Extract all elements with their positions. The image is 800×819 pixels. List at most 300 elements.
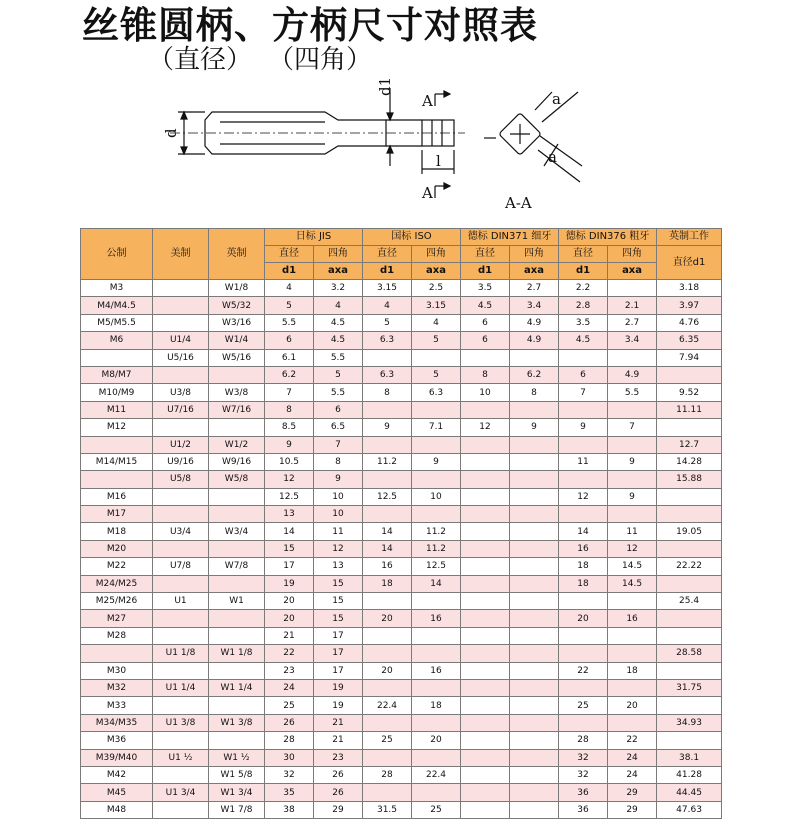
table-cell [510, 506, 559, 523]
table-cell: U5/8 [153, 471, 209, 488]
table-cell: 4 [265, 280, 314, 297]
table-cell: 3.18 [657, 280, 722, 297]
table-cell: 14.28 [657, 453, 722, 470]
table-cell: 3.2 [314, 280, 363, 297]
table-cell: 19 [314, 697, 363, 714]
table-cell [461, 506, 510, 523]
label-a-top: a [552, 90, 561, 108]
table-row [81, 488, 722, 505]
table-cell: 11 [314, 523, 363, 540]
table-cell [510, 593, 559, 610]
table-row [81, 801, 722, 818]
table-cell: W3/4 [209, 523, 265, 540]
table-cell: 22 [265, 645, 314, 662]
table-cell: 7 [314, 436, 363, 453]
table-row [81, 610, 722, 627]
size-comparison-table [80, 228, 722, 819]
table-cell: 26 [314, 766, 363, 783]
table-row [81, 540, 722, 557]
table-cell: 9.52 [657, 384, 722, 401]
table-cell [81, 645, 153, 662]
table-cell [412, 749, 461, 766]
table-cell: 4 [363, 297, 412, 314]
table-cell: 8 [510, 384, 559, 401]
table-cell: 3.97 [657, 297, 722, 314]
table-row [81, 366, 722, 383]
table-cell: 5 [412, 366, 461, 383]
table-cell [608, 349, 657, 366]
header-din371: 德标 DIN371 细牙 [461, 229, 559, 246]
table-cell: 14 [363, 523, 412, 540]
table-cell: 24 [265, 679, 314, 696]
table-cell: W1 [209, 593, 265, 610]
table-cell: 26 [265, 714, 314, 731]
table-cell [559, 471, 608, 488]
table-cell: 25 [363, 732, 412, 749]
table-cell: 9 [412, 453, 461, 470]
table-cell: 5.5 [608, 384, 657, 401]
table-cell: 47.63 [657, 801, 722, 818]
table-cell [510, 645, 559, 662]
table-cell: 25 [559, 697, 608, 714]
label-section-top: A [422, 92, 433, 110]
table-cell: 4.5 [314, 332, 363, 349]
table-cell [510, 697, 559, 714]
table-cell: M24/M25 [81, 575, 153, 592]
table-cell [209, 662, 265, 679]
table-row [81, 627, 722, 644]
label-section-bottom: A [422, 184, 433, 202]
table-cell [461, 523, 510, 540]
table-cell: W1 7/8 [209, 801, 265, 818]
table-cell [510, 471, 559, 488]
table-cell: 29 [314, 801, 363, 818]
table-cell: 28.58 [657, 645, 722, 662]
table-cell [461, 349, 510, 366]
table-cell: W9/16 [209, 453, 265, 470]
table-cell [608, 471, 657, 488]
table-cell: 11.2 [412, 523, 461, 540]
table-cell [657, 419, 722, 436]
header-diameter: 直径 [363, 246, 412, 263]
table-cell: 11.2 [412, 540, 461, 557]
table-row [81, 766, 722, 783]
table-cell [608, 506, 657, 523]
table-cell [153, 801, 209, 818]
header-diameter: 直径 [559, 246, 608, 263]
table-cell [608, 714, 657, 731]
table-cell: 20 [265, 593, 314, 610]
table-cell: U1/4 [153, 332, 209, 349]
table-cell: 16 [559, 540, 608, 557]
table-row [81, 575, 722, 592]
table-cell: 12 [461, 419, 510, 436]
table-cell: 16 [363, 558, 412, 575]
table-cell [363, 506, 412, 523]
table-cell [209, 506, 265, 523]
table-cell: 8 [363, 384, 412, 401]
table-cell [461, 488, 510, 505]
table-cell: 23 [314, 749, 363, 766]
table-cell: 44.45 [657, 784, 722, 801]
table-cell [412, 784, 461, 801]
table-cell: 19.05 [657, 523, 722, 540]
header-iso: 国标 ISO [363, 229, 461, 246]
table-cell [461, 593, 510, 610]
table-cell [461, 697, 510, 714]
table-cell: 4.9 [608, 366, 657, 383]
table-cell: M3 [81, 280, 153, 297]
table-cell [81, 471, 153, 488]
table-cell [559, 401, 608, 418]
table-cell: 10 [412, 488, 461, 505]
table-cell: 31.75 [657, 679, 722, 696]
table-row [81, 593, 722, 610]
table-cell: W7/8 [209, 558, 265, 575]
table-cell: 6.3 [363, 366, 412, 383]
table-cell [510, 575, 559, 592]
table-cell: 29 [608, 784, 657, 801]
table-cell: 17 [314, 645, 363, 662]
table-cell: 17 [314, 662, 363, 679]
table-cell: 19 [265, 575, 314, 592]
table-cell [461, 471, 510, 488]
table-cell: 6.2 [265, 366, 314, 383]
table-cell [510, 488, 559, 505]
table-row [81, 349, 722, 366]
subtitle-round: （直径） [148, 45, 253, 75]
table-cell: 36 [559, 801, 608, 818]
header-square: 四角 [608, 246, 657, 263]
table-cell [559, 593, 608, 610]
table-row [81, 314, 722, 331]
table-row [81, 384, 722, 401]
table-cell [412, 679, 461, 696]
table-row [81, 784, 722, 801]
table-cell: 3.15 [363, 280, 412, 297]
table-cell: 34.93 [657, 714, 722, 731]
table-cell: U5/16 [153, 349, 209, 366]
table-cell: U3/4 [153, 523, 209, 540]
table-row [81, 732, 722, 749]
table-cell [608, 280, 657, 297]
table-cell [363, 749, 412, 766]
table-cell: W3/16 [209, 314, 265, 331]
table-cell: 3.5 [461, 280, 510, 297]
table-cell [153, 488, 209, 505]
table-cell: 28 [559, 732, 608, 749]
table-cell [412, 593, 461, 610]
table-cell: 10 [314, 506, 363, 523]
table-row [81, 332, 722, 349]
table-cell [209, 575, 265, 592]
table-cell: 18 [559, 558, 608, 575]
table-row [81, 679, 722, 696]
table-cell [209, 610, 265, 627]
table-cell [363, 645, 412, 662]
table-cell [657, 697, 722, 714]
table-cell [412, 714, 461, 731]
table-cell: 6 [559, 366, 608, 383]
table-cell: 4.5 [559, 332, 608, 349]
table-cell [363, 714, 412, 731]
table-cell [559, 645, 608, 662]
table-cell: 10.5 [265, 453, 314, 470]
table-cell: W1 ½ [209, 749, 265, 766]
table-cell: M12 [81, 419, 153, 436]
table-cell: 12.5 [265, 488, 314, 505]
table-cell [461, 766, 510, 783]
table-cell: U1 [153, 593, 209, 610]
table-cell: 20 [363, 610, 412, 627]
table-row [81, 749, 722, 766]
table-body [81, 280, 722, 819]
table-cell [209, 627, 265, 644]
table-cell: 20 [608, 697, 657, 714]
table-cell: 35 [265, 784, 314, 801]
table-cell: U1/2 [153, 436, 209, 453]
header-metric: 公制 [81, 229, 153, 280]
table-cell: 7 [608, 419, 657, 436]
table-cell: W1 5/8 [209, 766, 265, 783]
table-cell: 3.15 [412, 297, 461, 314]
table-cell [153, 314, 209, 331]
table-cell [153, 732, 209, 749]
table-cell [461, 714, 510, 731]
table-cell: 8 [461, 366, 510, 383]
table-cell: 23 [265, 662, 314, 679]
table-cell [510, 732, 559, 749]
table-cell [510, 801, 559, 818]
table-cell: 11 [559, 453, 608, 470]
table-cell: U1 1/8 [153, 645, 209, 662]
table-cell [412, 471, 461, 488]
table-cell: M27 [81, 610, 153, 627]
table-row [81, 558, 722, 575]
table-cell [153, 662, 209, 679]
table-cell [510, 401, 559, 418]
table-cell [461, 540, 510, 557]
table-cell: 29 [608, 801, 657, 818]
table-cell: 25.4 [657, 593, 722, 610]
table-cell [363, 784, 412, 801]
table-cell: 15.88 [657, 471, 722, 488]
table-cell: M22 [81, 558, 153, 575]
table-cell: 22.4 [363, 697, 412, 714]
table-cell [153, 280, 209, 297]
table-cell: 15 [314, 610, 363, 627]
table-cell: 4 [412, 314, 461, 331]
table-cell: 4.9 [510, 332, 559, 349]
table-row [81, 401, 722, 418]
table-cell [153, 697, 209, 714]
table-row [81, 297, 722, 314]
table-cell [153, 297, 209, 314]
table-cell: 6.3 [363, 332, 412, 349]
table-cell: M30 [81, 662, 153, 679]
table-cell: 2.8 [559, 297, 608, 314]
header-diameter: 直径 [265, 246, 314, 263]
table-cell: 21 [314, 714, 363, 731]
header-square: 四角 [314, 246, 363, 263]
table-cell [461, 679, 510, 696]
table-cell [363, 401, 412, 418]
table-cell: 7.1 [412, 419, 461, 436]
table-cell: 20 [412, 732, 461, 749]
table-row [81, 697, 722, 714]
table-cell [510, 766, 559, 783]
table-cell: 5 [363, 314, 412, 331]
table-cell [461, 749, 510, 766]
header-axa: axa [510, 263, 559, 280]
table-cell: M8/M7 [81, 366, 153, 383]
table-cell: U7/16 [153, 401, 209, 418]
table-cell [657, 610, 722, 627]
table-cell: 2.2 [559, 280, 608, 297]
table-cell: 16 [608, 610, 657, 627]
subtitle-square: （四角） [268, 45, 373, 75]
header-imperial: 英制 [209, 229, 265, 280]
table-cell: M6 [81, 332, 153, 349]
table-cell: 10 [314, 488, 363, 505]
page-title: 丝锥圆柄、方柄尺寸对照表 [82, 4, 538, 47]
table-cell: U7/8 [153, 558, 209, 575]
table-cell [510, 349, 559, 366]
table-cell: 20 [265, 610, 314, 627]
table-cell: W5/16 [209, 349, 265, 366]
table-cell [153, 627, 209, 644]
table-cell [412, 436, 461, 453]
table-cell [363, 349, 412, 366]
table-cell: M45 [81, 784, 153, 801]
table-cell [153, 610, 209, 627]
table-cell: 9 [559, 419, 608, 436]
table-cell [153, 419, 209, 436]
table-cell: M16 [81, 488, 153, 505]
table-cell: 6.5 [314, 419, 363, 436]
table-cell: 28 [265, 732, 314, 749]
table-cell [510, 436, 559, 453]
table-cell: M42 [81, 766, 153, 783]
table-cell [209, 419, 265, 436]
table-cell [153, 575, 209, 592]
table-cell [559, 506, 608, 523]
table-cell: 2.1 [608, 297, 657, 314]
table-cell [363, 593, 412, 610]
header-d1: d1 [363, 263, 412, 280]
header-us: 美制 [153, 229, 209, 280]
table-cell: M48 [81, 801, 153, 818]
table-cell: 13 [265, 506, 314, 523]
table-cell [153, 540, 209, 557]
table-cell: 13 [314, 558, 363, 575]
table-cell [81, 349, 153, 366]
table-cell: 20 [559, 610, 608, 627]
table-cell: M17 [81, 506, 153, 523]
table-cell: 8 [265, 401, 314, 418]
header-din376: 德标 DIN376 粗牙 [559, 229, 657, 246]
table-cell: 12 [314, 540, 363, 557]
table-cell: 8 [314, 453, 363, 470]
table-cell: 12.7 [657, 436, 722, 453]
table-cell: 14 [265, 523, 314, 540]
table-row [81, 645, 722, 662]
table-cell: W3/8 [209, 384, 265, 401]
table-cell: 11.2 [363, 453, 412, 470]
table-cell: 3.4 [608, 332, 657, 349]
table-cell: 38.1 [657, 749, 722, 766]
table-cell: W5/8 [209, 471, 265, 488]
table-cell: 3.4 [510, 297, 559, 314]
table-cell [363, 471, 412, 488]
table-cell: 15 [314, 575, 363, 592]
label-d: d [162, 128, 180, 138]
table-cell [461, 453, 510, 470]
table-cell: 4.5 [314, 314, 363, 331]
table-cell [461, 801, 510, 818]
table-cell [657, 488, 722, 505]
table-cell: 18 [412, 697, 461, 714]
header-d1: d1 [559, 263, 608, 280]
table-cell: 2.7 [608, 314, 657, 331]
table-cell [657, 366, 722, 383]
table-cell [461, 436, 510, 453]
table-cell: U3/8 [153, 384, 209, 401]
table-cell: 14.5 [608, 558, 657, 575]
table-cell [559, 714, 608, 731]
table-cell [608, 436, 657, 453]
table-cell [608, 593, 657, 610]
table-cell [461, 784, 510, 801]
table-cell [608, 627, 657, 644]
table-cell [559, 436, 608, 453]
table-cell: 5.5 [314, 384, 363, 401]
table-cell [657, 506, 722, 523]
table-cell: 31.5 [363, 801, 412, 818]
label-section-view: A-A [505, 194, 532, 212]
table-cell: 9 [314, 471, 363, 488]
table-row [81, 436, 722, 453]
table-cell: 22.22 [657, 558, 722, 575]
table-cell: M28 [81, 627, 153, 644]
header-axa: axa [314, 263, 363, 280]
table-cell [510, 540, 559, 557]
table-cell: 19 [314, 679, 363, 696]
table-cell: 32 [559, 766, 608, 783]
table-cell [412, 645, 461, 662]
table-cell: U1 ½ [153, 749, 209, 766]
table-cell: 26 [314, 784, 363, 801]
table-cell: 4.76 [657, 314, 722, 331]
table-cell: 5 [265, 297, 314, 314]
table-cell [510, 627, 559, 644]
table-cell: 5 [412, 332, 461, 349]
table-cell [657, 627, 722, 644]
table-cell: 6.3 [412, 384, 461, 401]
table-cell: M34/M35 [81, 714, 153, 731]
table-cell: U1 3/8 [153, 714, 209, 731]
table-cell: U1 1/4 [153, 679, 209, 696]
table-cell: 9 [363, 419, 412, 436]
table-cell [209, 697, 265, 714]
table-cell [510, 714, 559, 731]
table-cell: 4 [314, 297, 363, 314]
table-cell: 5.5 [265, 314, 314, 331]
label-l: l [436, 152, 441, 170]
table-cell: M5/M5.5 [81, 314, 153, 331]
table-cell: 28 [363, 766, 412, 783]
table-cell [559, 627, 608, 644]
